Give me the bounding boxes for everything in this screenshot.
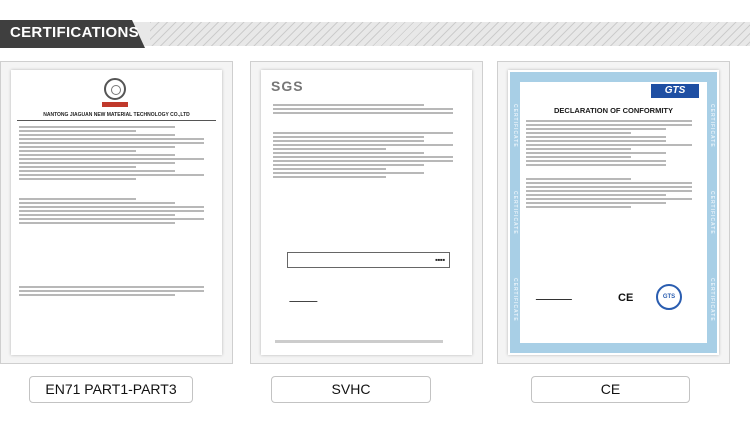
test-result-table — [287, 252, 450, 268]
bureau-veritas-logo-icon — [104, 78, 126, 100]
gts-seal-icon: GTS — [656, 284, 682, 310]
header-stripes — [150, 22, 750, 46]
certificate-ce-title: DECLARATION OF CONFORMITY — [553, 106, 674, 115]
certificate-ce[interactable] — [497, 61, 730, 364]
certificate-en71-document — [11, 70, 222, 355]
gts-logo: GTS — [651, 84, 699, 98]
footer-stamp — [275, 340, 443, 343]
certificate-ce-document — [508, 70, 719, 355]
sgs-logo: SGS — [271, 78, 304, 94]
caption-en71[interactable]: EN71 PART1-PART3 — [29, 376, 193, 403]
caption-ce[interactable]: CE — [531, 376, 690, 403]
divider — [17, 120, 216, 121]
signature — [289, 292, 321, 302]
test-result-value: ■■■■ — [435, 257, 445, 262]
border-left: CERTIFICATE CERTIFICATE CERTIFICATE — [512, 103, 518, 322]
certificate-en71-body-text — [19, 124, 214, 298]
bureau-veritas-banner — [102, 102, 128, 107]
signature — [536, 290, 577, 300]
certificate-svhc-document — [261, 70, 472, 355]
section-header — [0, 0, 750, 58]
border-right: CERTIFICATE CERTIFICATE CERTIFICATE — [709, 103, 715, 322]
certificate-ce-body-text — [526, 118, 701, 210]
certificate-svhc-body-text — [273, 102, 462, 180]
certificate-en71[interactable] — [0, 61, 233, 364]
ce-mark-icon: CE — [618, 292, 634, 304]
section-title: CERTIFICATIONS — [10, 24, 139, 41]
caption-svhc[interactable]: SVHC — [271, 376, 431, 403]
certificate-en71-company: NANTONG JIAGUAN NEW MATERIAL TECHNOLOGY CO.,LTD — [43, 112, 190, 118]
certificate-svhc[interactable] — [250, 61, 483, 364]
